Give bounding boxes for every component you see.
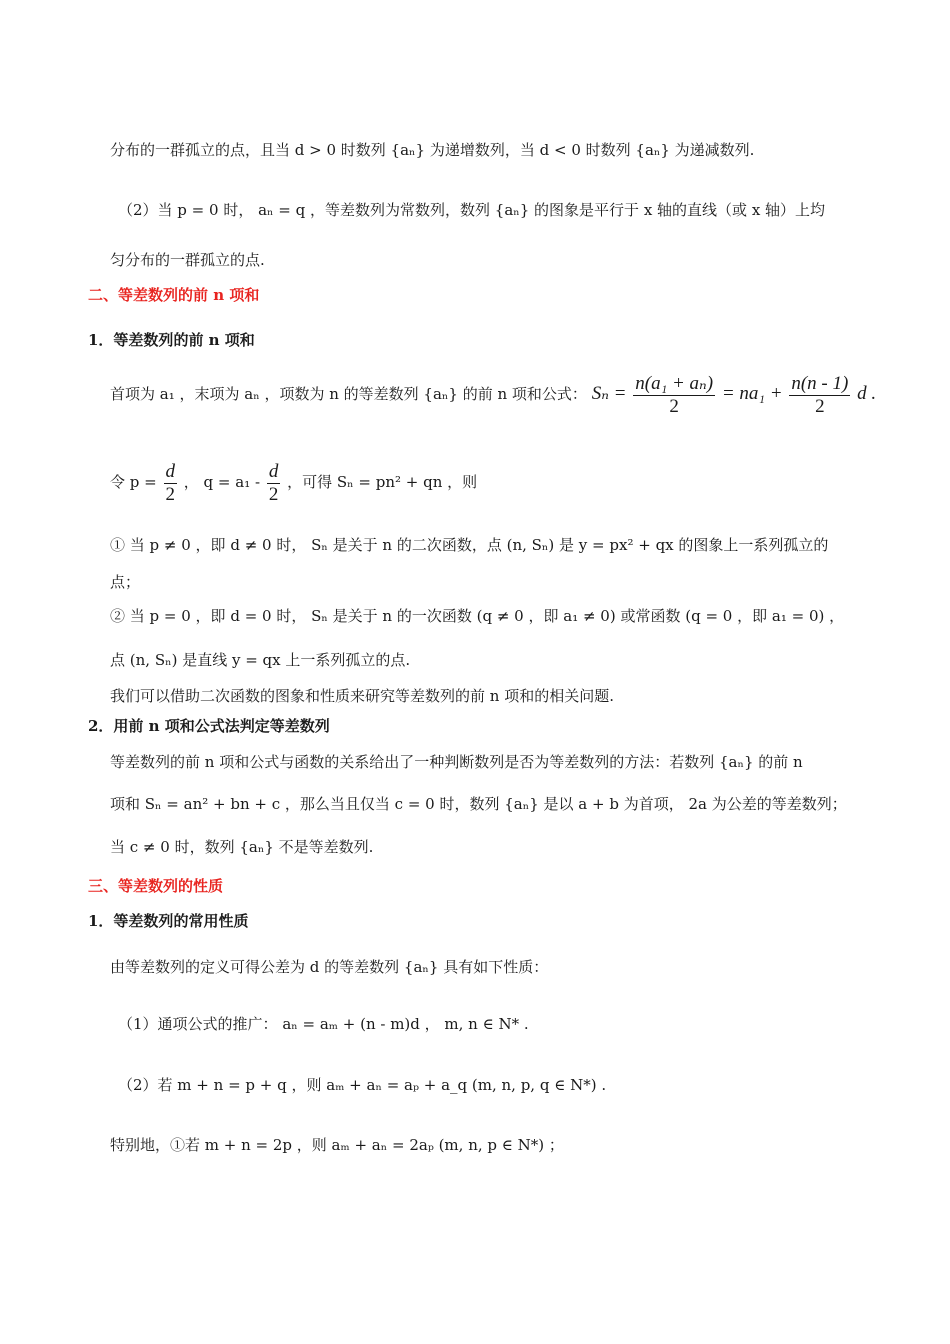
- fraction-p: $\frac{d}{2}$: [165, 460, 175, 505]
- paragraph-constant-case: （2）当 p = 0 时， aₙ = q ，等差数列为常数列，数列 {aₙ} 的图象是平行于 x 轴的直线（或 x 轴）上均: [118, 201, 826, 219]
- paragraph-sum-formula: 首项为 a₁ ，末项为 aₙ ，项数为 n 的等差数列 {aₙ} 的前 n 项和公式： Sₙ = $\frac{\text{n(a₁ + aₙ)}}{2}$ = na₁ + $\frac{n(n - 1)}{2}$ d .: [110, 372, 877, 417]
- paragraph-monotonic: 分布的一群孤立的点，且当 d > 0 时数列 {aₙ} 为递增数列，当 d < 0 时数列 {aₙ} 为递减数列.: [110, 141, 755, 159]
- subheading-common-properties: 1．等差数列的常用性质: [88, 912, 249, 930]
- paragraph-case-linear-cont: 点 (n, Sₙ) 是直线 y = qx 上一系列孤立的点.: [110, 651, 411, 669]
- fraction-q: $\frac{d}{2}$: [268, 460, 279, 505]
- paragraph-property-special: 特别地，①若 m + n = 2p ，则 aₘ + aₙ = 2aₚ (m, n, p ∈ N*) ；: [110, 1136, 564, 1154]
- paragraph-pq-substitution: 令 p = $\frac{d}{2}$ ， q = a₁ - $\frac{d}{2}$ ，可得 Sₙ = pn² + qn ，则: [110, 460, 478, 505]
- subheading-judge-method: 2．用前 n 项和公式法判定等差数列: [88, 717, 330, 735]
- fraction-sum-2: $\frac{n(n - 1)}{2}$: [791, 372, 849, 417]
- paragraph-properties-intro: 由等差数列的定义可得公差为 d 的等差数列 {aₙ} 具有如下性质：: [110, 958, 549, 976]
- paragraph-property-1: （1）通项公式的推广： aₙ = aₘ + (n - m)d ， m, n ∈ N* .: [118, 1015, 529, 1033]
- paragraph-study-note: 我们可以借助二次函数的图象和性质来研究等差数列的前 n 项和的相关问题.: [110, 687, 614, 705]
- paragraph-case-linear: ② 当 p = 0 ，即 d = 0 时， Sₙ 是关于 n 的一次函数 (q ≠ 0 ，即 a₁ ≠ 0) 或常函数 (q = 0 ，即 a₁ = 0) ，: [110, 607, 845, 625]
- section-heading-properties: 三、等差数列的性质: [88, 877, 224, 895]
- paragraph-case-quadratic: ① 当 p ≠ 0 ，即 d ≠ 0 时， Sₙ 是关于 n 的二次函数，点 (n, Sₙ) 是 y = px² + qx 的图象上一系列孤立的: [110, 536, 829, 554]
- subheading-sum-formula: 1．等差数列的前 n 项和: [88, 331, 255, 349]
- paragraph-judge-1: 等差数列的前 n 项和公式与函数的关系给出了一种判断数列是否为等差数列的方法：若数列 {aₙ} 的前 n: [110, 753, 803, 771]
- paragraph-judge-3: 当 c ≠ 0 时，数列 {aₙ} 不是等差数列.: [110, 838, 374, 856]
- fraction-sum-1: $\frac{\text{n(a₁ + aₙ)}}{2}$: [635, 372, 714, 417]
- section-heading-sum: 二、等差数列的前 n 项和: [88, 286, 260, 304]
- paragraph-constant-case-cont: 匀分布的一群孤立的点.: [110, 251, 265, 269]
- paragraph-property-2: （2）若 m + n = p + q ，则 aₘ + aₙ = aₚ + a_q (m, n, p, q ∈ N*) .: [118, 1076, 607, 1094]
- paragraph-case-quadratic-cont: 点；: [110, 573, 141, 591]
- paragraph-judge-2: 项和 Sₙ = an² + bn + c ，那么当且仅当 c = 0 时，数列 {aₙ} 是以 a + b 为首项， 2a 为公差的等差数列；: [110, 795, 847, 813]
